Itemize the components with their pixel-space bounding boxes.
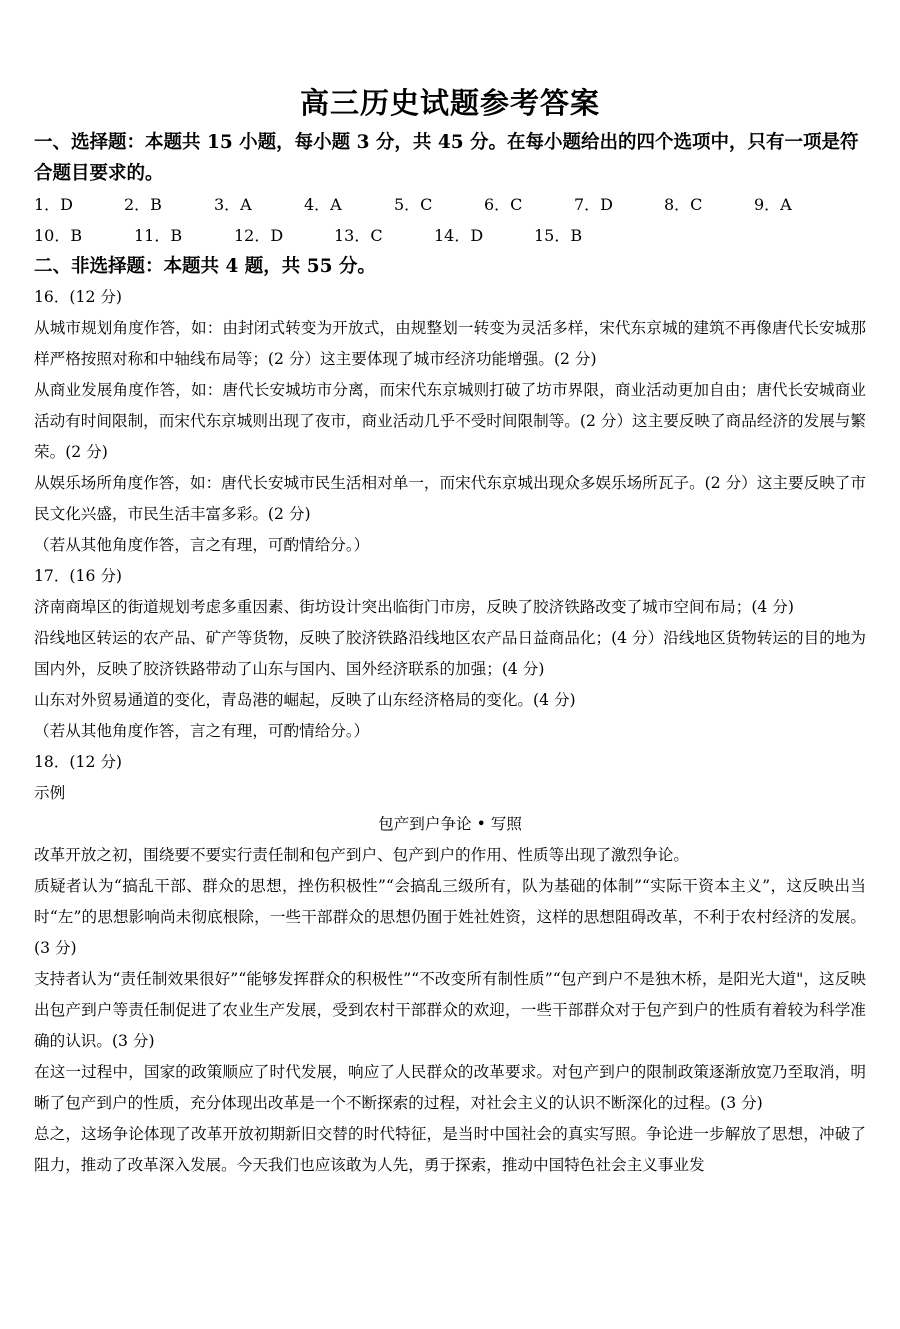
answer-item: 6．C: [484, 195, 523, 214]
page-title: 高三历史试题参考答案: [299, 86, 600, 120]
section2-heading: 二、非选择题：本题共 4 题，共 55 分。: [34, 256, 376, 277]
answer-paragraph: 改革开放之初，围绕要不要实行责任制和包产到户、包产到户的作用、性质等出现了激烈争论。: [34, 846, 689, 864]
answer-item: 2．B: [124, 195, 162, 214]
scoring-note: （若从其他角度作答，言之有理，可酌情给分。）: [34, 722, 370, 740]
answer-item: 12．D: [234, 226, 284, 245]
answer-paragraph: 济南商埠区的街道规划考虑多重因素、街坊设计突出临街门市房，反映了胶济铁路改变了城市空间布局；(4 分): [34, 598, 794, 616]
answer-paragraph: 质疑者认为“搞乱干部、群众的思想，挫伤积极性”“会搞乱三级所有，队为基础的体制”“实际干资本主义”，这反映出当时“左”的思想影响尚未彻底根除，一些干部群众的思想仍囿于姓社姓资，这样的思想阻碍改革，不利于农村经济的发展。(3 分): [34, 877, 866, 957]
answer-paragraph: 沿线地区转运的农产品、矿产等货物，反映了胶济铁路沿线地区农产品日益商品化；(4 分）沿线地区货物转运的目的地为国内外，反映了胶济铁路带动了山东与国内、国外经济联系的加强；(4 分): [34, 629, 866, 678]
answer-item: 10．B: [34, 226, 83, 245]
answer-item: 15．B: [534, 226, 583, 245]
answers-row-1: [34, 189, 866, 220]
answer-paragraph: 山东对外贸易通道的变化，青岛港的崛起，反映了山东经济格局的变化。(4 分): [34, 691, 576, 709]
answer-item: 7．D: [574, 195, 614, 214]
answer-item: 11．B: [134, 226, 183, 245]
answer-paragraph: 从娱乐场所角度作答，如：唐代长安城市民生活相对单一，而宋代东京城出现众多娱乐场所瓦子。(2 分）这主要反映了市民文化兴盛，市民生活丰富多彩。(2 分): [34, 474, 866, 523]
essay-title: 包产到户争论 • 写照: [378, 815, 522, 833]
answer-paragraph: 支持者认为“责任制效果很好”“能够发挥群众的积极性”“不改变所有制性质”“包产到户不是独木桥，是阳光大道"，这反映出包产到户等责任制促进了农业生产发展，受到农村干部群众的欢迎，一些干部群众对于包产到户的性质有着较为科学准确的认识。(3 分): [34, 970, 866, 1050]
answer-item: 5．C: [394, 195, 433, 214]
answer-item: 14．D: [434, 226, 484, 245]
answer-paragraph: 从商业发展角度作答，如：唐代长安城坊市分离，而宋代东京城则打破了坊市界限，商业活动更加自由；唐代长安城商业活动有时间限制，而宋代东京城则出现了夜市，商业活动几乎不受时间限制等。(2 分）这主要反映了商品经济的发展与繁荣。(2 分): [34, 381, 866, 461]
answer-item: 8．C: [664, 195, 703, 214]
answer-paragraph: 总之，这场争论体现了改革开放初期新旧交替的时代特征，是当时中国社会的真实写照。争论进一步解放了思想，冲破了阻力，推动了改革深入发展。今天我们也应该敢为人先，勇于探索，推动中国特色社会主义事业发: [34, 1125, 866, 1174]
section1-heading: 一、选择题：本题共 15 小题，每小题 3 分，共 45 分。在每小题给出的四个选项中，只有一项是符合题目要求的。: [34, 132, 859, 184]
answer-paragraph: 从城市规划角度作答，如：由封闭式转变为开放式，由规整划一转变为灵活多样，宋代东京城的建筑不再像唐代长安城那样严格按照对称和中轴线布局等；(2 分）这主要体现了城市经济功能增强。(2 分): [34, 319, 866, 368]
answer-item: 13．C: [334, 226, 383, 245]
answer-item: 9．A: [754, 195, 792, 214]
question-16-label: 16．(12 分): [34, 288, 122, 306]
answer-item: 4．A: [304, 195, 342, 214]
choice-answers: [34, 189, 866, 251]
example-label: 示例: [34, 784, 66, 802]
answers-row-2: [34, 220, 866, 251]
answer-item: 1．D: [34, 195, 74, 214]
question-17-label: 17．(16 分): [34, 567, 122, 585]
answer-paragraph: 在这一过程中，国家的政策顺应了时代发展，响应了人民群众的改革要求。对包产到户的限制政策逐渐放宽乃至取消，明晰了包产到户的性质，充分体现出改革是一个不断探索的过程，对社会主义的认识不断深化的过程。(3 分): [34, 1063, 866, 1112]
question-18-label: 18．(12 分): [34, 753, 122, 771]
answer-item: 3．A: [214, 195, 252, 214]
scoring-note: （若从其他角度作答，言之有理，可酌情给分。）: [34, 536, 370, 554]
